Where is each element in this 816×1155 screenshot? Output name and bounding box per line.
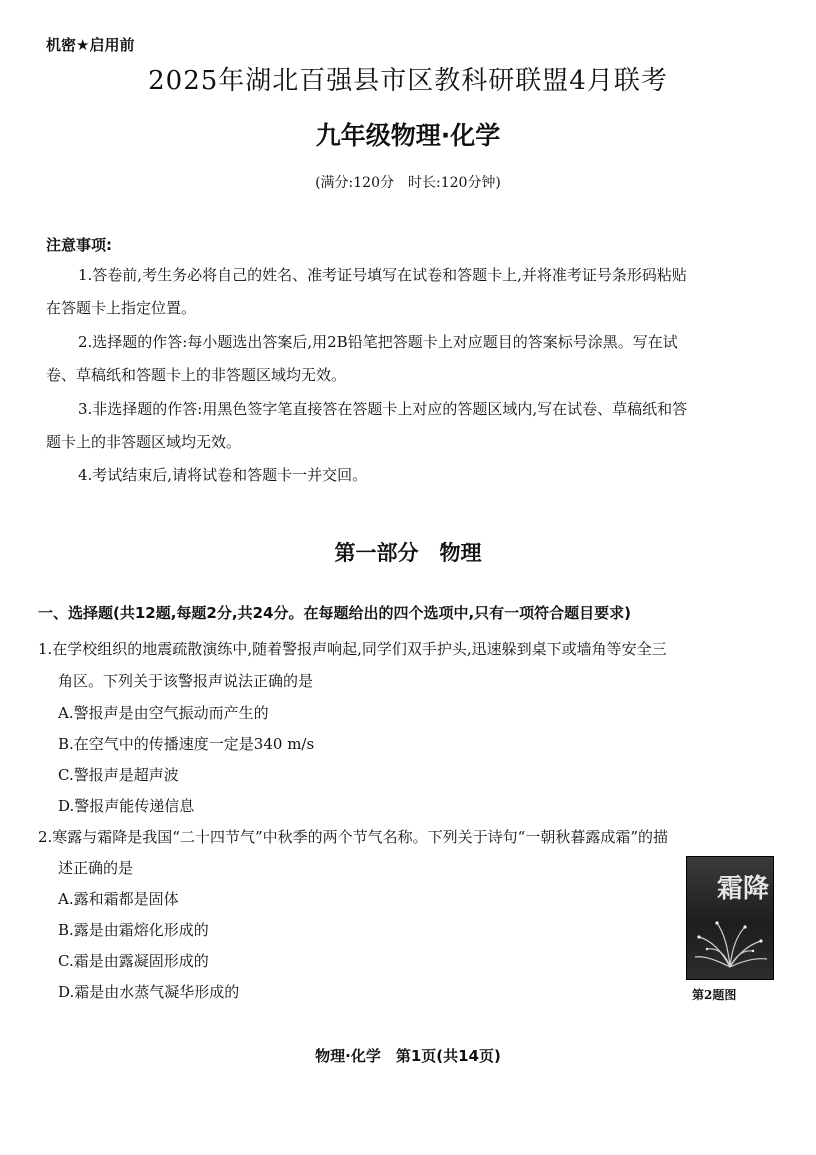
question-option: A.警报声是由空气振动而产生的: [58, 704, 269, 722]
question-stem: 1.在学校组织的地震疏散演练中,随着警报声响起,同学们双手护头,迅速躲到桌下或墙角等安全三: [38, 640, 667, 658]
exam-title: 2025年湖北百强县市区教科研联盟4月联考: [148, 66, 668, 96]
question-option: B.露是由霜熔化形成的: [58, 921, 209, 939]
question-stem: 2.寒露与霜降是我国“二十四节气”中秋季的两个节气名称。下列关于诗句“一朝秋暮露成霜”的描: [38, 828, 668, 846]
notice-line: 3.非选择题的作答:用黑色签字笔直接答在答题卡上对应的答题区域内,写在试卷、草稿纸和答: [78, 400, 688, 418]
notice-line: 卷、草稿纸和答题卡上的非答题区域均无效。: [46, 366, 347, 384]
notice-title: 注意事项:: [46, 236, 112, 254]
question-option: A.露和霜都是固体: [58, 890, 179, 908]
notice-line: 4.考试结束后,请将试卷和答题卡一并交回。: [78, 466, 368, 484]
question-option: B.在空气中的传播速度一定是340 m/s: [58, 735, 315, 753]
notice-line: 1.答卷前,考生务必将自己的姓名、准考证号填写在试卷和答题卡上,并将准考证号条形码粘贴: [78, 266, 687, 284]
notice-line: 在答题卡上指定位置。: [46, 299, 197, 317]
question-option: D.霜是由水蒸气凝华形成的: [58, 983, 240, 1001]
confidential-label: 机密★启用前: [46, 36, 135, 54]
figure-caption: 第2题图: [692, 988, 737, 1002]
notice-line: 题卡上的非答题区域均无效。: [46, 433, 242, 451]
frost-poster-figure: [686, 856, 774, 980]
part-title: 第一部分 物理: [334, 541, 482, 565]
section-title: 一、选择题(共12题,每题2分,共24分。在每题给出的四个选项中,只有一项符合题目要求): [38, 604, 631, 622]
question-option: C.警报声是超声波: [58, 766, 179, 784]
question-option: D.警报声能传递信息: [58, 797, 195, 815]
exam-subject: 九年级物理·化学: [315, 121, 501, 150]
notice-line: 2.选择题的作答:每小题选出答案后,用2B铅笔把答题卡上对应题目的答案标号涂黑。写在试: [78, 333, 678, 351]
exam-meta: (满分:120分 时长:120分钟): [315, 175, 501, 191]
question-stem: 角区。下列关于该警报声说法正确的是: [58, 672, 314, 690]
question-stem: 述正确的是: [58, 859, 134, 877]
poster-glyphs: 霜降: [717, 874, 770, 904]
page-footer: 物理·化学 第1页(共14页): [315, 1047, 501, 1065]
question-option: C.霜是由露凝固形成的: [58, 952, 209, 970]
frost-grass-illustration: [687, 857, 773, 979]
